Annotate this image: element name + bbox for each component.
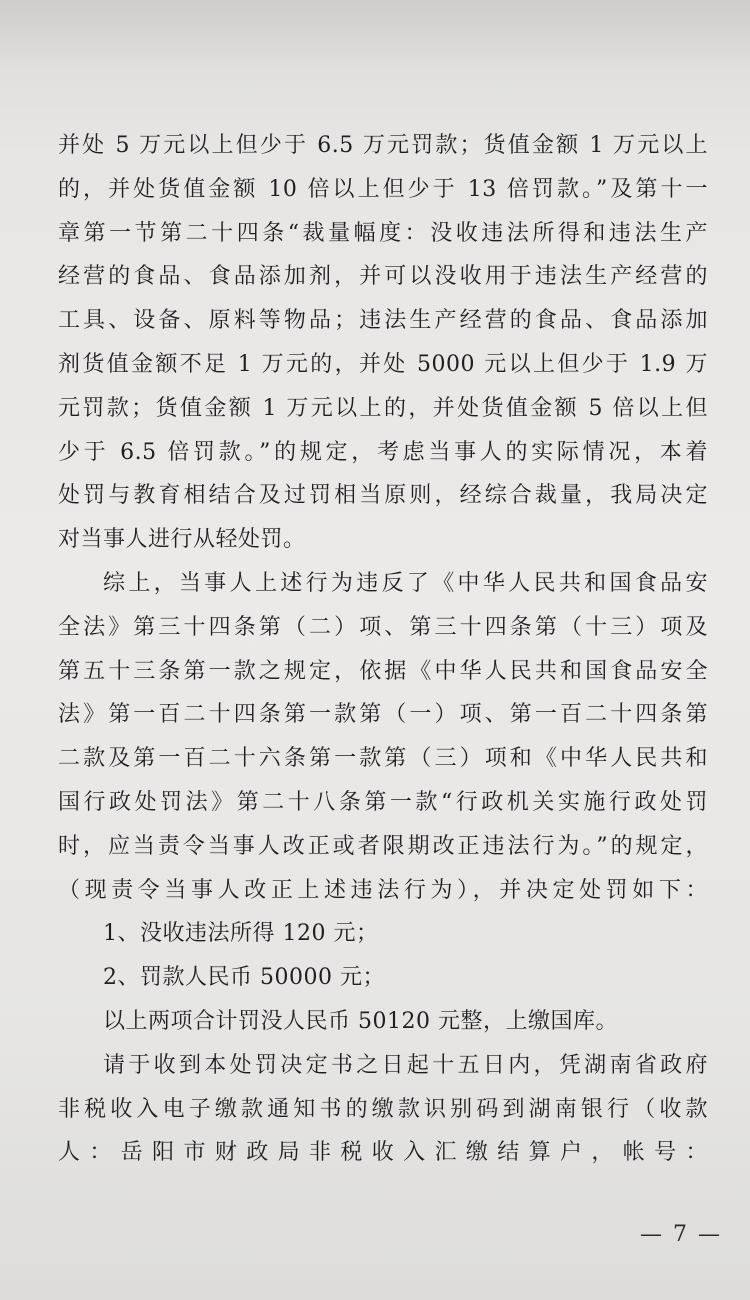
text-line: 少于 6.5 倍罚款。”的规定，考虑当事人的实际情况，本着 <box>58 439 708 465</box>
text-line: 的，并处货值金额 10 倍以上但少于 13 倍罚款。”及第十一 <box>58 176 708 202</box>
page-number: — 7 — <box>640 1222 722 1247</box>
text-line: 第五十三条第一款之规定，依据《中华人民共和国食品安全 <box>58 658 708 684</box>
text-line: 剂货值金额不足 1 万元的，并处 5000 元以上但少于 1.9 万 <box>58 351 708 377</box>
text-line: 经营的食品、食品添加剂，并可以没收用于违法生产经营的 <box>58 264 708 290</box>
text-line: 时，应当责令当事人改正或者限期改正违法行为。”的规定， <box>58 833 708 859</box>
penalty-item: 2、罚款人民币 50000 元； <box>103 965 385 991</box>
text-line: 章第一节第二十四条“裁量幅度：没收违法所得和违法生产 <box>58 220 708 246</box>
text-line: 法》第一百二十四条第一款第（一）项、第一百二十四条第 <box>58 702 708 728</box>
text-line: 人：岳阳市财政局非税收入汇缴结算户，帐号： <box>58 1140 708 1166</box>
text-line: 非税收入电子缴款通知书的缴款识别码到湖南银行（收款 <box>58 1096 708 1122</box>
text-line: 处罚与教育相结合及过罚相当原则，经综合裁量，我局决定 <box>58 483 708 509</box>
text-line: 国行政处罚法》第二十八条第一款“行政机关实施行政处罚 <box>58 789 708 815</box>
text-line: 全法》第三十四条第（二）项、第三十四条第（十三）项及 <box>58 614 708 640</box>
text-line: 工具、设备、原料等物品；违法生产经营的食品、食品添加 <box>58 308 708 334</box>
text-line: 元罚款；货值金额 1 万元以上的，并处货值金额 5 倍以上但 <box>58 395 708 421</box>
penalty-item: 1、没收违法所得 120 元； <box>103 921 379 947</box>
document-body <box>58 124 708 1175</box>
penalty-total: 以上两项合计罚没人民币 50120 元整，上缴国库。 <box>103 1008 618 1034</box>
text-line: 综上，当事人上述行为违反了《中华人民共和国食品安 <box>103 570 708 596</box>
text-line: 请于收到本处罚决定书之日起十五日内，凭湖南省政府 <box>103 1052 708 1078</box>
text-line: 对当事人进行从轻处罚。 <box>58 527 306 553</box>
text-line: 二款及第一百二十六条第一款第（三）项和《中华人民共和 <box>58 746 708 772</box>
page-shadow <box>0 0 750 70</box>
text-line: 并处 5 万元以上但少于 6.5 万元罚款；货值金额 1 万元以上 <box>58 133 708 158</box>
text-line: （现责令当事人改正上述违法行为），并决定处罚如下： <box>58 877 708 903</box>
